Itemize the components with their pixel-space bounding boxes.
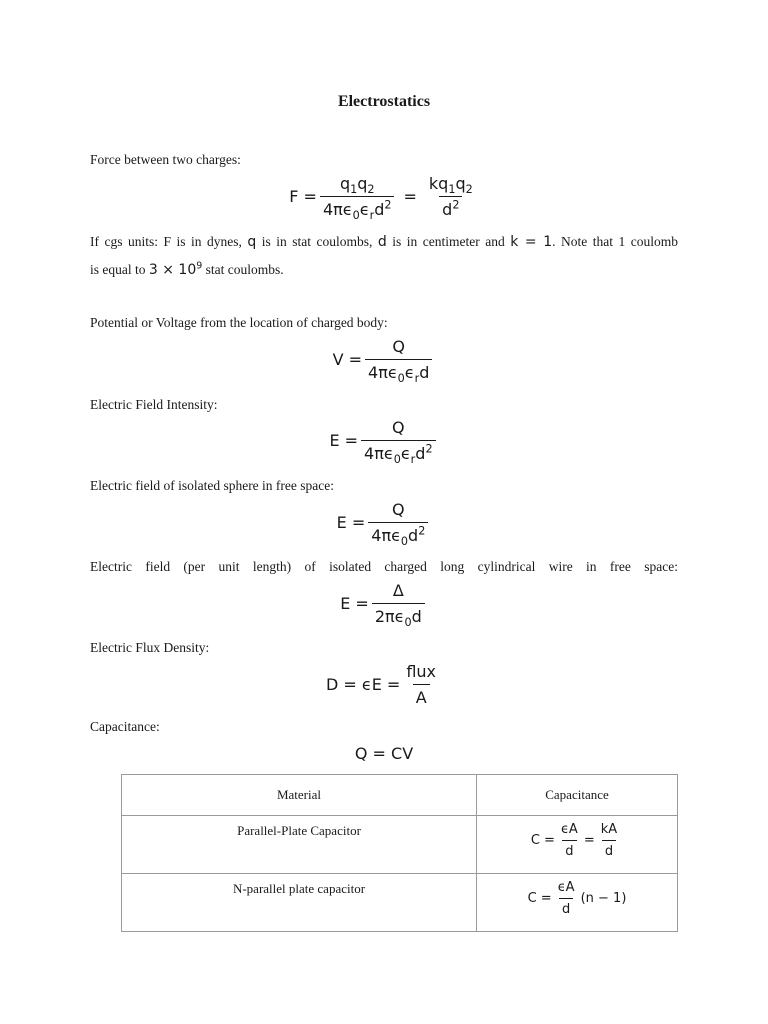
force-fraction-2: $\frac{kq_1q_2}{d^2}$ <box>428 174 473 219</box>
capacitance-table <box>121 774 678 932</box>
page-title: Electrostatics <box>337 93 431 110</box>
field-intensity-label: Electric Field Intensity: <box>90 397 218 412</box>
flux-density-equation: D = ϵE = $\frac{\text{flux}}{A}$ <box>325 662 437 707</box>
capacitance-label: Capacitance: <box>90 719 160 734</box>
potential-equation: V = $\frac{Q}{4\pi\epsilon_0\epsilon_rd}$ <box>0 337 768 382</box>
capacitance-formula: C = $\frac{\epsilon A}{d}$ = $\frac{kA}{d}$ <box>530 822 618 859</box>
cgs-note-line-2: is equal to $3 \times 10^9$ stat coulombs. <box>90 260 284 278</box>
field-intensity-equation: E = $\frac{Q}{4\pi\epsilon_0\epsilon_rd^2}$ <box>0 418 768 463</box>
capacitance-equation: Q = CV <box>354 744 414 763</box>
wire-equation: E = $\frac{\Delta}{2\pi\epsilon_0d}$ <box>0 581 768 626</box>
table-header-row <box>122 775 678 816</box>
force-equation: F = $\frac{q_1q_2}{4\pi\epsilon_0\epsilon_rd^2}$ = $\frac{kq_1q_2}{d^2}$ <box>0 174 768 219</box>
table-header-material: Material <box>122 775 477 816</box>
table-row <box>122 874 678 932</box>
force-fraction-1: $\frac{q_1q_2}{4\pi\epsilon_0\epsilon_rd^2}$ <box>320 174 395 219</box>
wire-label: Electric field (per unit length) of isolated charged long cylindrical wire in free space: <box>90 559 678 574</box>
sphere-label: Electric field of isolated sphere in free space: <box>90 478 335 493</box>
material-cell: Parallel-Plate Capacitor <box>237 823 361 838</box>
table-row <box>122 816 678 874</box>
cgs-note-line-1: If cgs units: F is in dynes, q is in stat coulombs, d is in centimeter and k = 1. Note that 1 coulomb <box>90 234 679 250</box>
force-label: Force between two charges: <box>90 152 241 167</box>
capacitance-formula: C = $\frac{\epsilon A}{d}$ (n − 1) <box>527 880 627 917</box>
sphere-equation: E = $\frac{Q}{4\pi\epsilon_0d^2}$ <box>0 500 768 545</box>
material-cell: N-parallel plate capacitor <box>232 881 366 896</box>
table-header-capacitance: Capacitance <box>477 775 678 816</box>
flux-density-label: Electric Flux Density: <box>90 640 210 655</box>
potential-label: Potential or Voltage from the location of charged body: <box>90 315 388 330</box>
